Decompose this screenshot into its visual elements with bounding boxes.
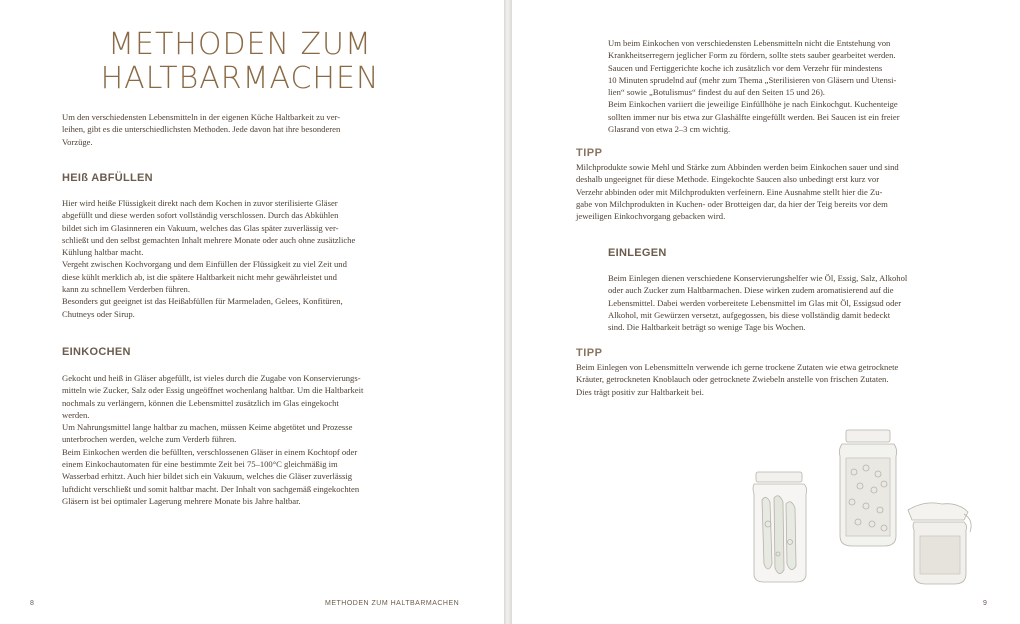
text-line: Alkohol, mit Gewürzen versetzt, aufgegossen, bis diese vollständig damit bedeckt — [608, 309, 891, 320]
tipp-label-1: TIPP — [576, 147, 603, 159]
text-line: Lebensmittel. Dabei werden vorbereitete Lebensmittel im Glas mit Öl, Essigsud oder — [608, 297, 902, 308]
right-page — [512, 0, 1020, 624]
text-line: lien“ sowie „Botulismus“ findest du auf den Seiten 15 und 26). — [608, 87, 825, 98]
text-line: Beim Einkochen werden die befüllten, verschlossenen Gläser in einem Kochtopf oder — [62, 446, 358, 457]
text-line: bildet sich im Glasinneren ein Vakuum, welches das Glas später zuverlässig ver- — [62, 222, 339, 233]
text-line: einem Einkochautomaten für eine bestimmte Zeit bei 75–100°C gleichmäßig im — [62, 459, 338, 470]
text-line: Gekocht und heiß in Gläser abgefüllt, ist vieles durch die Zugabe von Konservierungs- — [62, 373, 361, 383]
text-line: Wasserbad erhitzt. Auch hier bildet sich ein Vakuum, welches die Gläser zuverlässig — [62, 471, 353, 482]
title-line-1: METHODEN ZUM — [108, 27, 372, 62]
text-line: jeweiligen Einkochvorgang gebacken wird. — [576, 211, 726, 222]
text-line: mitteln wie Zucker, Salz oder Essig ungeöffnet wochenlang haltbar. Um die Haltbarkeit — [62, 385, 364, 396]
text-line: sollten immer nur bis etwa zur Glashälfte eingefüllt werden. Bei Saucen ist ein freier — [608, 111, 900, 122]
text-line: Um Nahrungsmittel lange haltbar zu machen, müssen Keime abgetötet und Prozesse — [62, 422, 353, 433]
text-line: diese kühlt merklich ab, ist die spätere Haltbarkeit nicht mehr gewährleistet und — [62, 271, 337, 282]
heading-einkochen: EINKOCHEN — [62, 346, 131, 358]
text-line: Kräuter, getrockneten Knoblauch oder getrocknete Zwiebeln anstelle von frischen Zutaten. — [576, 374, 889, 385]
heading-einlegen: EINLEGEN — [608, 247, 667, 259]
text-line: sind. Die Haltbarkeit beträgt so wenige Tage bis Wochen. — [608, 322, 806, 333]
left-page — [0, 0, 504, 624]
text-line: Saucen und Fertiggerichte koche ich zusätzlich vor dem Verzehr für mindestens — [608, 62, 883, 73]
tall-jar-drawing — [839, 430, 896, 546]
text-line: Chutneys oder Sirup. — [62, 308, 135, 319]
tipp-label-2: TIPP — [576, 347, 603, 359]
text-line: gabe von Milchprodukten in Kuchen- oder Brotteigen dar, da hier der Teig bereits vor dem — [576, 198, 888, 209]
text-line: deshalb ungeeignet für diese Methode. Eingekochte Saucen also unbedingt erst kurz vor — [576, 174, 880, 185]
text-line: Glasrand von etwa 2–3 cm wichtig. — [608, 124, 731, 135]
text-line: Beim Einkochen variiert die jeweilige Einfüllhöhe je nach Einkochgut. Kuchenteige — [608, 99, 898, 110]
book-gutter — [504, 0, 512, 624]
heiss-abfuellen-text — [62, 197, 402, 320]
text-line: Um beim Einkochen von verschiedensten Lebensmitteln nicht die Entstehung von — [608, 38, 891, 48]
preserving-jars-illustration — [738, 424, 978, 594]
einkochen-text — [62, 372, 402, 507]
title-line-2: HALTBARMACHEN — [100, 61, 380, 96]
text-line: Beim Einlegen von Lebensmitteln verwende ich gerne trockene Zutaten wie etwa getrocknete — [576, 362, 899, 372]
pickle-jar-drawing — [753, 472, 807, 582]
text-line: Kühlung haltbar macht. — [62, 247, 144, 258]
intro-paragraph — [62, 111, 402, 148]
text-line: Gläsern ist bei optimaler Lagerung mehrere Monate bis Jahre haltbar. — [62, 495, 301, 506]
text-line: luftdicht verschließt und somit haltbar macht. Der Inhalt von sachgemäß eingekochten — [62, 483, 360, 494]
text-line: Vorzüge. — [62, 136, 93, 147]
tipp-text-2 — [576, 361, 976, 398]
page-number-right: 9 — [983, 600, 988, 607]
text-line: unterbrochen werden, welche zum Verderb führen. — [62, 434, 237, 445]
chapter-title — [60, 28, 420, 96]
text-line: Vergeht zwischen Kochvorgang und dem Einfüllen der Flüssigkeit zu viel Zeit und — [62, 259, 347, 270]
page-number-left: 8 — [30, 600, 35, 607]
text-line: schließt und den selbst gemachten Inhalt mehrere Monate oder auch ohne zusätzliche — [62, 234, 356, 245]
text-line: werden. — [62, 409, 90, 420]
text-line: oder auch Zucker zum Haltbarmachen. Diese wirken zudem aromatisierend auf die — [608, 285, 894, 296]
text-line: Beim Einlegen dienen verschiedene Konservierungshelfer wie Öl, Essig, Salz, Alkohol — [608, 273, 908, 283]
text-line: leihen, gibt es die unterschiedlichsten Methoden. Jede davon hat ihre besonderen — [62, 124, 341, 135]
text-line: Krankheitserregern jeglicher Form zu fördern, sollte stets sauber gearbeitet werden. — [608, 50, 896, 61]
heading-heiss-abfuellen: HEIß ABFÜLLEN — [62, 172, 153, 184]
text-line: kann zu schnellem Verderben führen. — [62, 284, 190, 295]
small-jar-drawing — [908, 503, 971, 584]
text-line: Um den verschiedensten Lebensmitteln in der eigenen Küche Haltbarkeit zu ver- — [62, 112, 341, 122]
tipp-text-1 — [576, 161, 976, 222]
running-title: METHODEN ZUM HALTBARMACHEN — [325, 600, 460, 607]
text-line: Milchprodukte sowie Mehl und Stärke zum Abbinden werden beim Einkochen sauer und sind — [576, 162, 899, 172]
text-line: Verzehr abbinden oder mit Milchprodukten verfeinern. Eine Ausnahme stellt hier die Zu- — [576, 186, 883, 197]
text-line: abgefüllt und diese werden sofort vollständig verschlossen. Durch das Abkühlen — [62, 210, 339, 221]
text-line: Hier wird heiße Flüssigkeit direkt nach dem Kochen in zuvor sterilisierte Gläser — [62, 198, 338, 208]
text-line: Besonders gut geeignet ist das Heißabfüllen für Marmeladen, Gelees, Konfitüren, — [62, 296, 343, 307]
text-line: nochmals zu verlängern, können die Lebensmittel zusätzlich im Glas eingekocht — [62, 397, 339, 408]
text-line: Dies trägt positiv zur Haltbarkeit bei. — [576, 386, 704, 397]
text-line: 10 Minuten sprudelnd auf (mehr zum Thema „Sterilisieren von Gläsern und Utensi- — [608, 74, 897, 85]
einkochen-continued-text — [608, 37, 968, 135]
einlegen-text — [608, 272, 968, 333]
